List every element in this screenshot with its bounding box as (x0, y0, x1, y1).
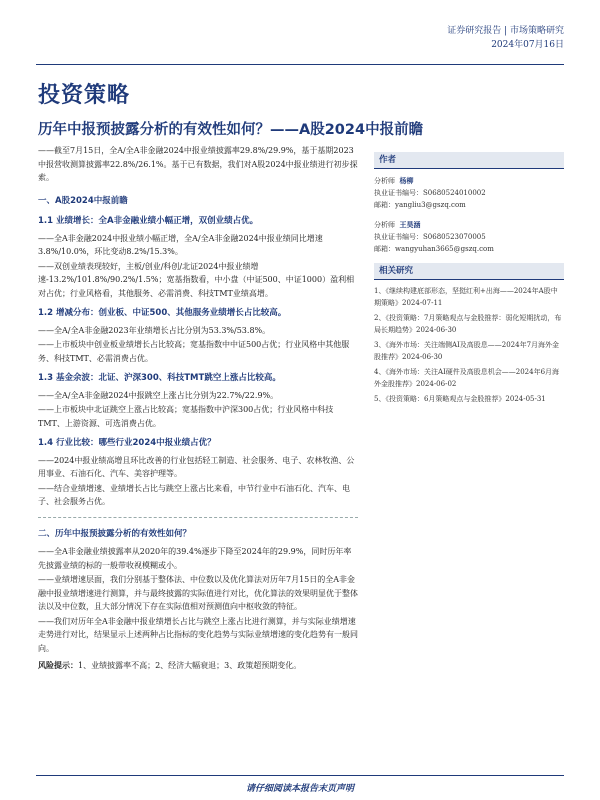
report-title: 历年中报预披露分析的有效性如何？——A股2024中报前瞻 (38, 122, 424, 138)
risk-line (38, 659, 358, 673)
sidebar (374, 152, 564, 408)
subsection-1-3: 1.3 基金余波：北证、沪深300、科技TMT跳空上涨占比较高。 (38, 373, 281, 383)
risk-text: 1、业绩披露率不高；2、经济大幅衰退；3、政策超预期变化。 (78, 661, 302, 670)
header-divider (36, 64, 564, 65)
author-cert: 执业证书编号：S0680524010002 (374, 189, 486, 197)
author-role: 分析师 (374, 177, 395, 185)
para-1-1b: ——双创业绩表现较好，主板/创业/科创/北证2024中报业绩增速-13.2%/101.8%/90.2%/1.5%；宽基指数看，中小盘（中证500、中证1000）盈利相对占优；行业风格看，其他服务、必需消费、科技TMT业绩高增。 (38, 261, 355, 298)
related-research-heading: 相关研究 (374, 263, 564, 280)
main-body (38, 144, 358, 674)
para-2c: ——我们对历年全A非金融中报业绩增长占比与跳空上涨占比进行测算，并与实际业绩增速走势进行对比，结果显示上述两种占比指标的变化趋势与实际业绩增速的变化趋势有一般同向。 (38, 616, 358, 653)
related-report[interactable]: 5、《投资策略：6月策略观点与金股推荐》2024-05-31 (374, 395, 546, 403)
para-1-3b: ——上市板块中北证跳空上涨占比较高；宽基指数中沪深300占优；行业风格中科技TMT、上游资源、可选消费占优。 (38, 405, 334, 428)
subsection-1-4: 1.4 行业比较：哪些行业2024中报业绩占优？ (38, 438, 216, 448)
report-header (447, 24, 564, 52)
para-1-4b: ——结合业绩增速、业绩增长占比与跳空上涨占比来看，中节行业中石油石化、汽车、电子、社会服务占优。 (38, 483, 350, 506)
related-report[interactable]: 4、《海外市场：关注AI硬件及高股息机会——2024年6月海外金股推荐》2024-06-02 (374, 368, 560, 388)
section-divider (38, 517, 358, 518)
author-email[interactable]: 邮箱：yangliu3@gszq.com (374, 201, 466, 209)
risk-label: 风险提示： (38, 660, 78, 670)
para-1-4a: ——2024中报业绩高增且环比改善的行业包括轻工制造、社会服务、电子、农林牧渔、公用事业、石油石化、汽车、美容护理等。 (38, 455, 355, 478)
author-name: 杨柳 (399, 176, 414, 185)
para-1-2b: ——上市板块中创业板业绩增长占比较高；宽基指数中中证500占优；行业风格中其他服务、科技TMT、必需消费占优。 (38, 340, 350, 363)
author-cert: 执业证书编号：S0680523070005 (374, 233, 486, 241)
author-1 (374, 175, 564, 211)
author-2 (374, 219, 564, 255)
footer-disclaimer: 请仔细阅读本报告末页声明 (245, 784, 354, 794)
report-category: 证券研究报告 | 市场策略研究 (447, 26, 564, 36)
subsection-1-1: 1.1 业绩增长：全A非金融业绩小幅正增，双创业绩占优。 (38, 216, 259, 226)
para-2a: ——全A非金融业绩披露率从2020年的39.4%逐步下降至2024年的29.9%，同时历年率先披露业绩的标的一般带收视模糊或小。 (38, 547, 352, 570)
author-name: 王昊涵 (399, 220, 421, 229)
report-brand: 投资策略 (38, 83, 131, 108)
para-2b: ——业绩增速层面，我们分别基于整体法、中位数以及优化算法对历年7月15日的全A非金融中报业绩增速进行测算，并与最终披露的实际值进行对比，优化算法的效果明显优于整体法以及中位数，且大部分情况下存在实际值相对预测值向中枢收敛的特征。 (38, 575, 358, 611)
para-1-2a: ——全A/全A非金融2023年业绩增长占比分别为53.3%/53.8%。 (38, 325, 271, 335)
intro-paragraph: ——截至7月15日，全A/全A非金融2024中报业绩披露率29.8%/29.9%，基于基期2023中报营收测算披露率22.8%/26.1%。基于已有数据，我们对A股2024中报业绩进行初步探索。 (38, 146, 358, 182)
related-report[interactable]: 3、《海外市场：关注端侧AI及高股息——2024年7月海外金股推荐》2024-06-30 (374, 341, 560, 361)
related-research-list (374, 285, 564, 405)
author-email[interactable]: 邮箱：wangyuhan3665@gszq.com (374, 245, 494, 253)
subsection-1-2: 1.2 增减分布：创业板、中证500、其他服务业绩增长占比较高。 (38, 308, 287, 318)
footer-divider (36, 775, 564, 776)
authors-heading: 作者 (374, 152, 564, 169)
related-report[interactable]: 2、《投资策略：7月策略观点与金股推荐：弱化短期扰动，布局长期趋势》2024-06-30 (374, 314, 562, 334)
section-1-heading: 一、A股2024中报前瞻 (38, 195, 128, 206)
related-report[interactable]: 1、《继续构建底部形态，坚挺红利+出海——2024年A股中期策略》2024-07-11 (374, 287, 558, 307)
report-date: 2024年07月16日 (491, 40, 564, 50)
para-1-1a: ——全A非金融2024中报业绩小幅正增，全A/全A非金融2024中报业绩同比增速3.8%/10.0%，环比变动8.2%/15.3%。 (38, 233, 323, 256)
author-role: 分析师 (374, 221, 395, 229)
section-2-heading: 二、历年中报预披露分析的有效性如何？ (38, 528, 192, 539)
para-1-3a: ——全A/全A非金融2024中报跳空上涨占比分别为22.7%/22.9%。 (38, 390, 279, 400)
